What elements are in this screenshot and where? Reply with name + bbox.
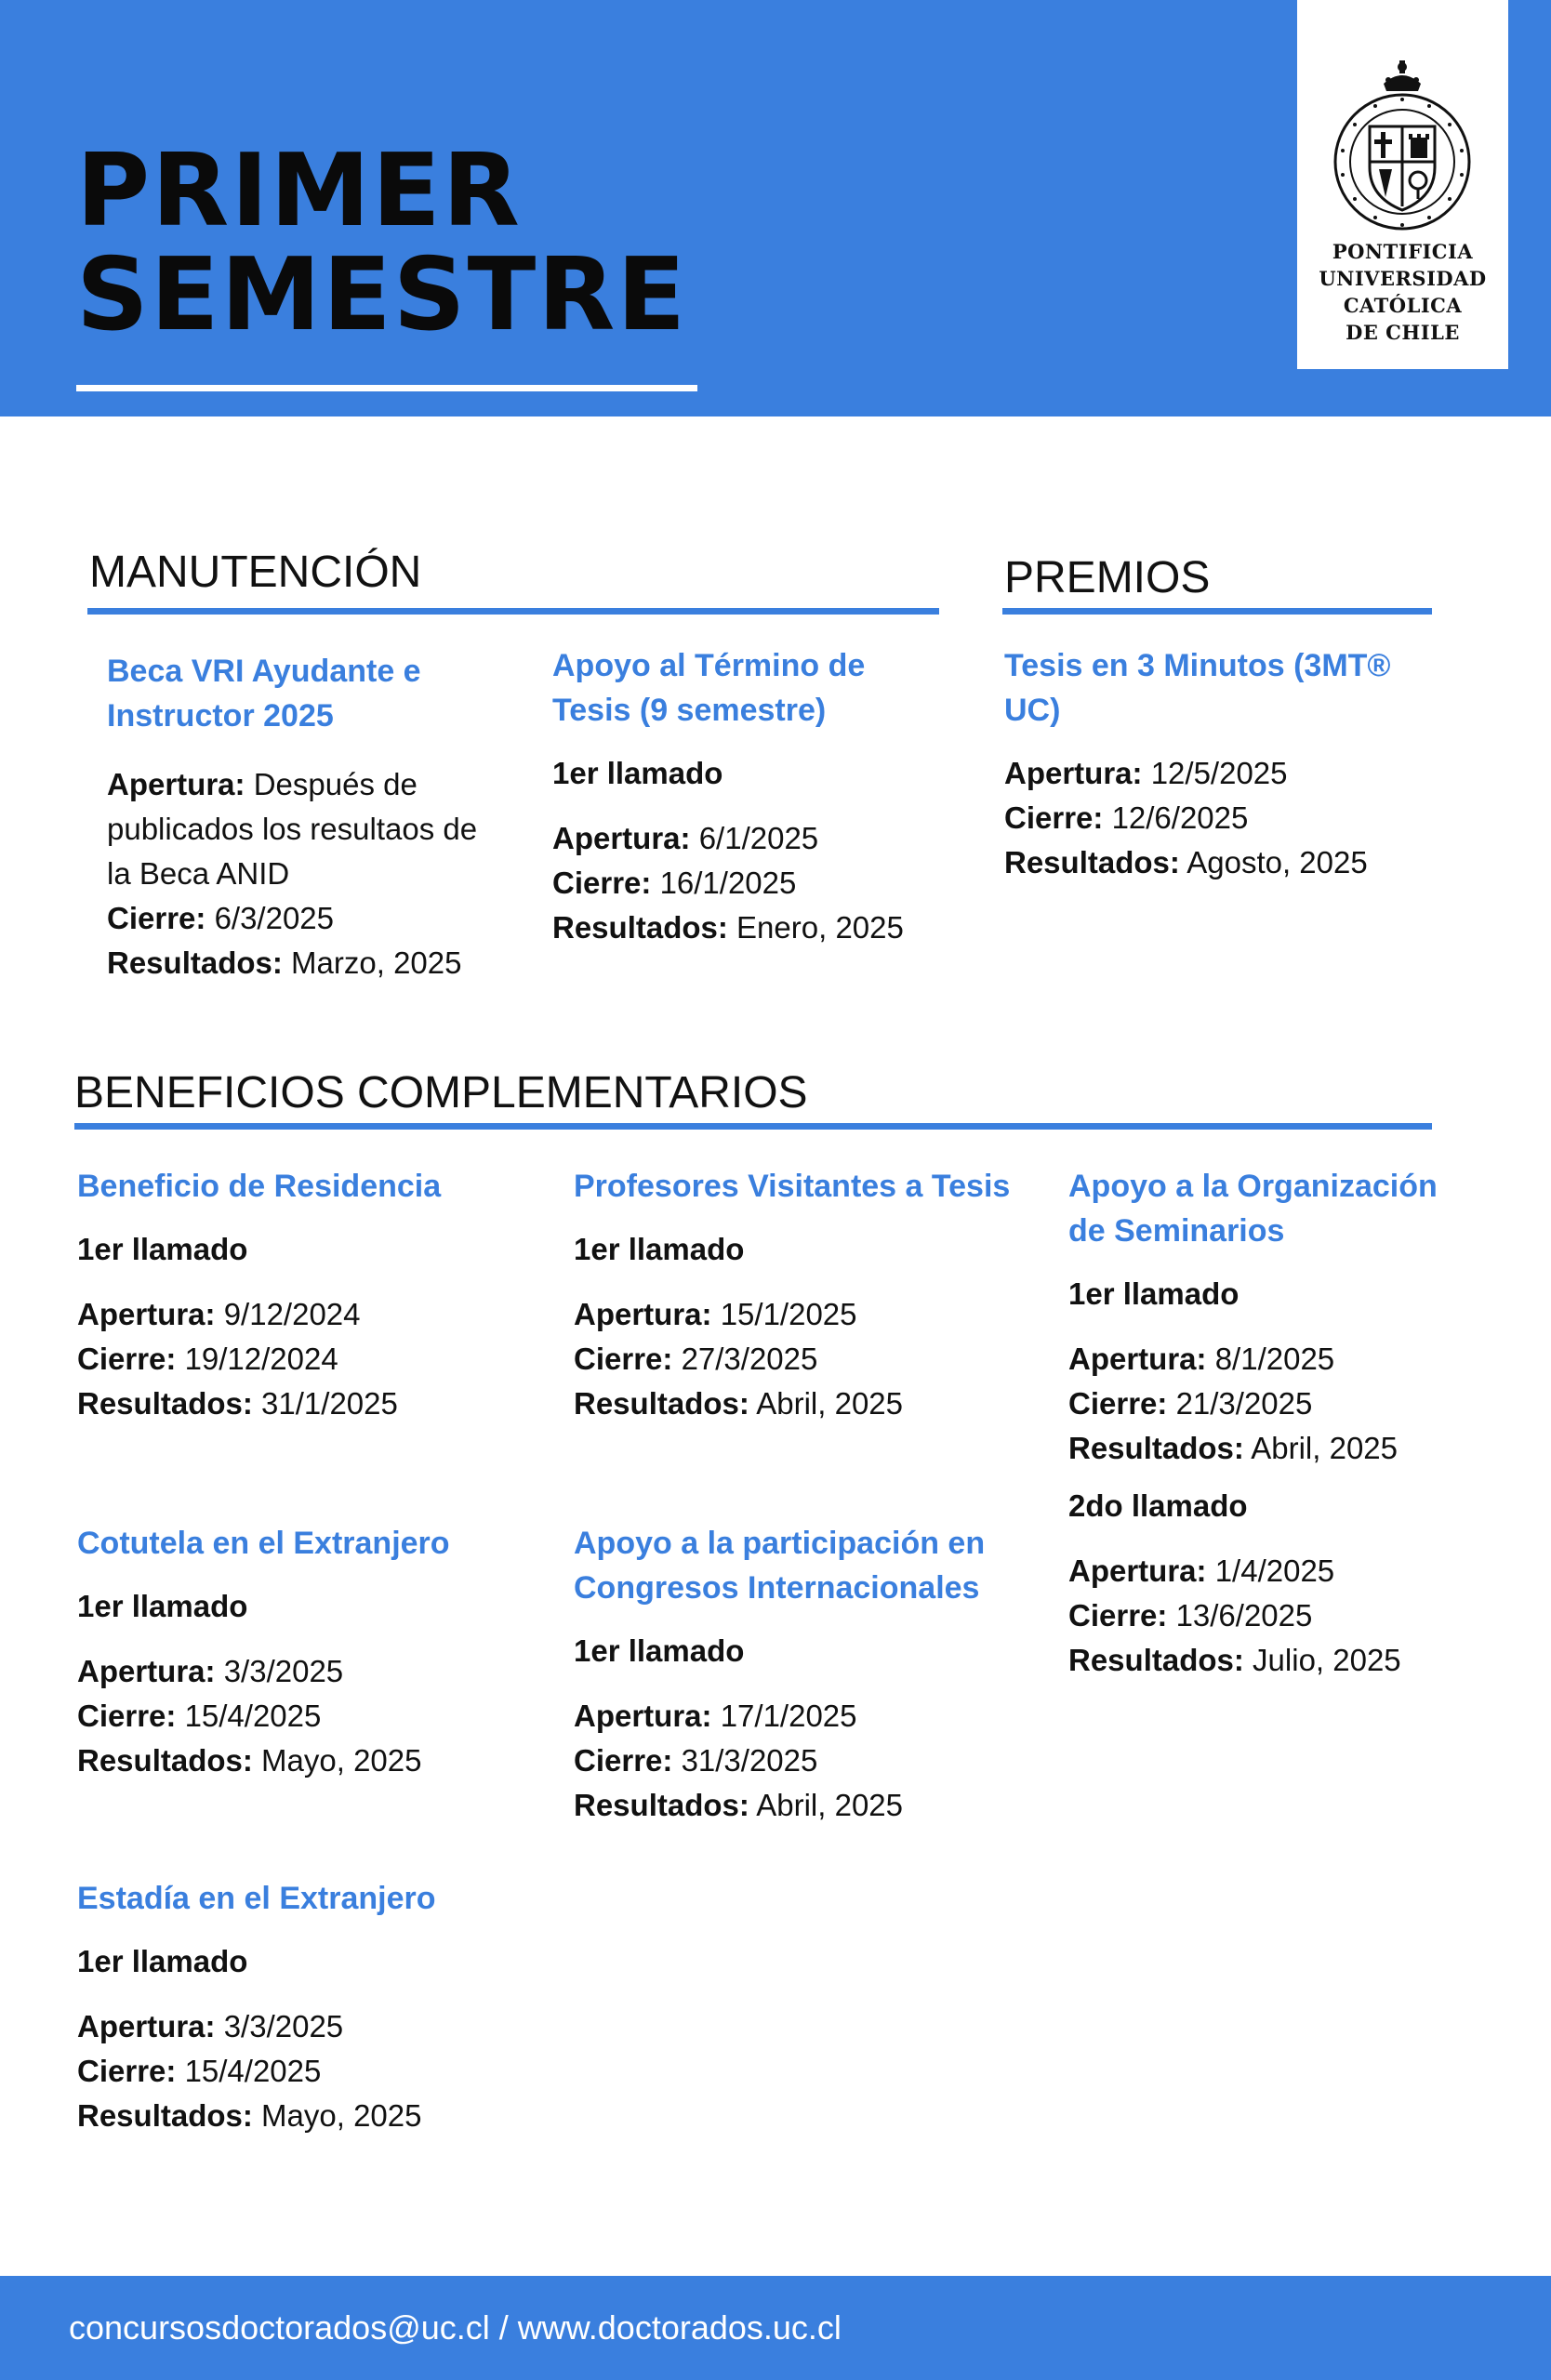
apertura-row: Apertura: 17/1/2025 <box>574 1699 857 1733</box>
footer-contact-link[interactable]: concursosdoctorados@uc.cl / www.doctorados.uc.cl <box>69 2308 842 2347</box>
cierre-row: Cierre: 13/6/2025 <box>1068 1598 1313 1633</box>
apertura-row: Apertura: 3/3/2025 <box>77 1654 344 1688</box>
cierre-row: Cierre: 15/4/2025 <box>77 2054 322 2088</box>
item-beca-vri <box>107 649 497 985</box>
section-title-premios: PREMIOS <box>1004 553 1211 602</box>
cierre-row: Cierre: 21/3/2025 <box>1068 1386 1313 1421</box>
apertura-row: Apertura: 12/5/2025 <box>1004 756 1288 790</box>
university-seal-icon <box>1332 58 1472 236</box>
apertura-row: Apertura: 3/3/2025 <box>77 2009 344 2043</box>
cierre-row: Cierre: 19/12/2024 <box>77 1342 338 1376</box>
call-label: 1er llamado <box>77 1589 248 1623</box>
logo-line-3: CATÓLICA <box>1343 294 1463 317</box>
item-dates <box>574 1292 1011 1426</box>
resultados-row: Resultados: Agosto, 2025 <box>1004 845 1368 879</box>
item-beneficio-residencia <box>77 1164 514 1426</box>
item-title[interactable]: Tesis en 3 Minutos (3MT® UC) <box>1004 648 1391 728</box>
item-dates <box>77 1649 514 1783</box>
item-title[interactable]: Beca VRI Ayudante e Instructor 2025 <box>107 654 421 734</box>
apertura-row: Apertura: 6/1/2025 <box>552 821 819 855</box>
item-organizacion-seminarios <box>1068 1164 1478 1683</box>
resultados-row: Resultados: Julio, 2025 <box>1068 1643 1401 1677</box>
resultados-row: Resultados: Marzo, 2025 <box>107 945 462 980</box>
apertura-row: Apertura: 15/1/2025 <box>574 1297 857 1331</box>
item-estadia-extranjero <box>77 1876 514 2138</box>
call-label: 1er llamado <box>552 756 723 790</box>
resultados-row: Resultados: Mayo, 2025 <box>77 1743 422 1778</box>
call-label-2: 2do llamado <box>1068 1488 1248 1523</box>
item-dates <box>552 816 943 950</box>
university-logo <box>1297 0 1508 369</box>
call-label: 1er llamado <box>77 1944 248 1978</box>
title-line-1: PRIMER <box>76 133 522 249</box>
footer-bar <box>0 2276 1551 2380</box>
item-tesis-3-minutos <box>1004 643 1413 885</box>
apertura-row: Apertura: 9/12/2024 <box>77 1297 361 1331</box>
item-dates <box>77 2004 514 2138</box>
resultados-row: Resultados: Abril, 2025 <box>1068 1431 1398 1465</box>
cierre-row: Cierre: 12/6/2025 <box>1004 800 1249 835</box>
call-label: 1er llamado <box>574 1232 745 1266</box>
item-dates <box>574 1694 1011 1828</box>
item-dates <box>77 1292 514 1426</box>
resultados-row: Resultados: Abril, 2025 <box>574 1788 903 1822</box>
page-title <box>76 133 688 353</box>
item-profesores-visitantes <box>574 1164 1011 1426</box>
section-rule-manutencion <box>87 608 939 615</box>
item-title[interactable]: Beneficio de Residencia <box>77 1169 442 1204</box>
item-dates <box>1004 751 1413 885</box>
logo-line-4: DE CHILE <box>1346 321 1460 344</box>
title-line-2: SEMESTRE <box>76 237 688 353</box>
logo-line-2: UNIVERSIDAD <box>1319 267 1487 290</box>
item-title[interactable]: Profesores Visitantes a Tesis <box>574 1169 1011 1204</box>
apertura-row: Apertura: 8/1/2025 <box>1068 1342 1335 1376</box>
section-title-beneficios: BENEFICIOS COMPLEMENTARIOS <box>74 1068 808 1117</box>
cierre-row: Cierre: 6/3/2025 <box>107 901 335 935</box>
resultados-row: Resultados: Enero, 2025 <box>552 910 904 945</box>
cierre-row: Cierre: 27/3/2025 <box>574 1342 818 1376</box>
cierre-row: Cierre: 15/4/2025 <box>77 1699 322 1733</box>
cierre-row: Cierre: 16/1/2025 <box>552 866 797 900</box>
apertura-row: Apertura: 1/4/2025 <box>1068 1554 1335 1588</box>
item-title[interactable]: Apoyo al Término de Tesis (9 semestre) <box>552 648 866 728</box>
item-dates <box>1068 1337 1478 1471</box>
resultados-row: Resultados: 31/1/2025 <box>77 1386 398 1421</box>
title-underline <box>76 385 697 391</box>
resultados-row: Resultados: Abril, 2025 <box>574 1386 903 1421</box>
university-name <box>1297 238 1508 346</box>
logo-line-1: PONTIFICIA <box>1332 240 1474 263</box>
cierre-row: Cierre: 31/3/2025 <box>574 1743 818 1778</box>
apertura-row: Apertura: Después de publicados los resultaos de la Beca ANID <box>107 767 478 891</box>
header-banner <box>0 0 1551 416</box>
item-title[interactable]: Cotutela en el Extranjero <box>77 1526 450 1561</box>
resultados-row: Resultados: Mayo, 2025 <box>77 2098 422 2133</box>
section-rule-beneficios <box>74 1123 1432 1130</box>
item-title[interactable]: Apoyo a la participación en Congresos Internacionales <box>574 1526 986 1606</box>
item-dates <box>107 762 497 985</box>
section-rule-premios <box>1002 608 1432 615</box>
item-cotutela-extranjero <box>77 1521 514 1783</box>
call-label: 1er llamado <box>77 1232 248 1266</box>
item-congresos-internacionales <box>574 1521 1011 1828</box>
item-title[interactable]: Apoyo a la Organización de Seminarios <box>1068 1169 1438 1249</box>
call-label: 1er llamado <box>1068 1276 1239 1311</box>
item-title[interactable]: Estadía en el Extranjero <box>77 1881 436 1916</box>
call-label: 1er llamado <box>574 1633 745 1668</box>
item-dates-2 <box>1068 1549 1478 1683</box>
section-title-manutencion: MANUTENCIÓN <box>89 548 422 597</box>
item-apoyo-termino-tesis <box>552 643 943 950</box>
